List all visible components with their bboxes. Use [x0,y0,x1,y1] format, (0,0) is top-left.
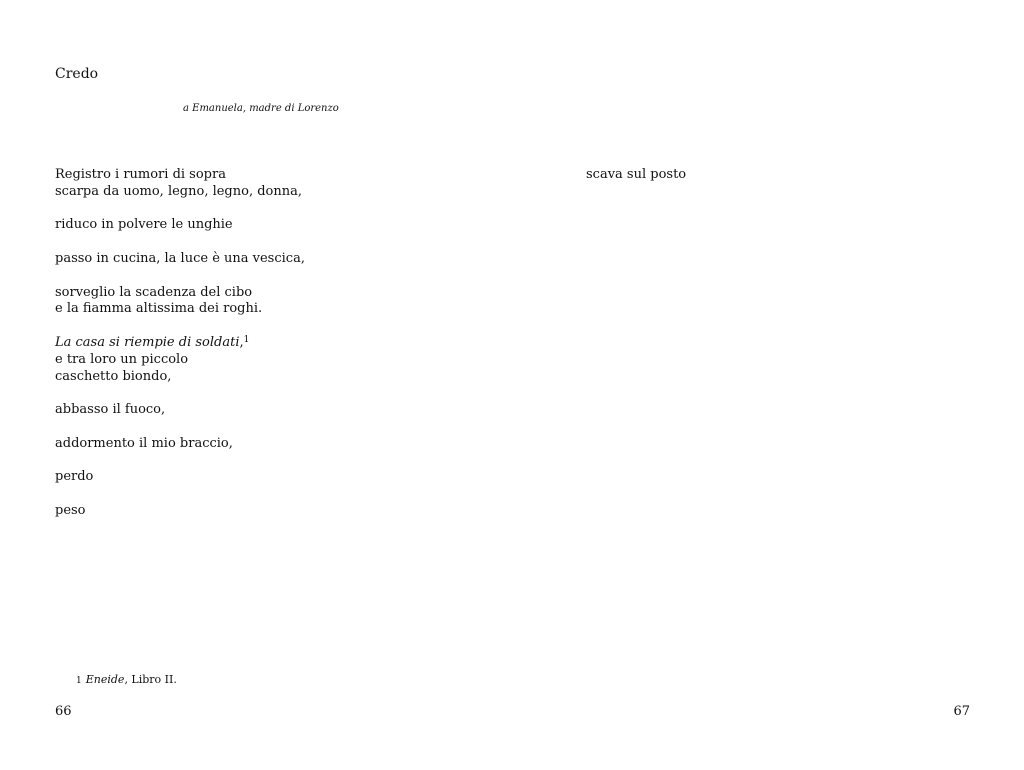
stanza [55,217,305,234]
poem-line: e tra loro un piccolo [55,351,189,367]
poem-title: Credo [55,66,99,82]
poem-line: Registro i rumori di sopra [55,167,226,182]
poem-line: perdo [55,469,94,485]
poem-line: scava sul posto [586,167,687,182]
poem-line-italic [55,335,305,352]
poem-line: caschetto biondo, [55,368,172,384]
stanza [55,251,305,268]
poem-line: peso [55,502,86,518]
footnote-work-title: Eneide [85,673,125,686]
footnote-text: , Libro II. [124,673,177,686]
poem-body [55,167,305,537]
poem-line: scarpa da uomo, legno, legno, donna, [55,183,302,199]
stanza [55,335,305,385]
italic-quote-suffix: , [239,334,244,350]
poem-line: abbasso il fuoco, [55,402,166,418]
page-number: 66 [55,704,72,719]
stanza [55,167,305,201]
stanza [55,285,305,319]
footnote-number: 1 [76,676,82,686]
poem-dedication: a Emanuela, madre di Lorenzo [183,103,339,114]
footnote-reference[interactable]: 1 [243,334,250,345]
poem-line: addormento il mio braccio, [55,435,233,451]
poem-line: passo in cucina, la luce è una vescica, [55,250,305,266]
poem-line: e la fiamma altissima dei roghi. [55,301,263,317]
poem-line: sorveglio la scadenza del cibo [55,284,253,300]
stanza [55,503,305,520]
footnote [76,672,177,689]
page-number: 67 [953,704,970,719]
stanza [55,469,305,486]
italic-quote: La casa si riempie di soldati [55,334,240,350]
poem-line: riduco in polvere le unghie [55,217,233,233]
right-page [512,0,1024,770]
stanza [55,436,305,453]
stanza [55,402,305,419]
